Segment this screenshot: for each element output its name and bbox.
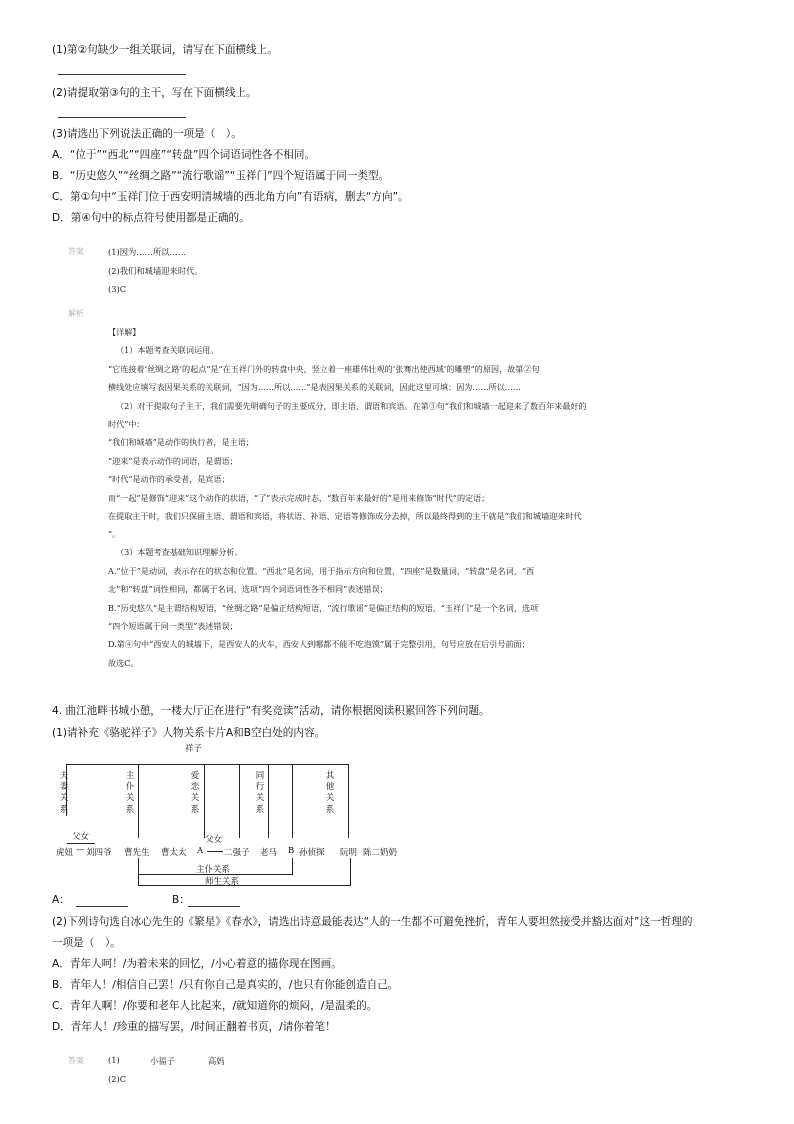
character-sun: 孙侦探	[299, 848, 325, 858]
q4-answer-1-num: (1)	[108, 1055, 120, 1065]
relation-label: 主仆关系	[125, 771, 135, 815]
q3-option-a: A．“位于”“西北”“四座”“转盘”四个词语词性各不相同。	[52, 149, 316, 161]
relation-label: 其他关系	[325, 771, 335, 815]
analysis-line: “时代”是动作的承受者，是宾语；	[108, 474, 230, 484]
blank-a-label: A：	[52, 894, 70, 906]
answer-blank-1[interactable]	[58, 74, 186, 75]
father-daughter-label: 父女	[205, 835, 223, 845]
analysis-line: 北”和“转盘”词性相同，都属于名词，选项“四个词语词性各不相同”表述错误；	[108, 584, 388, 594]
analysis-line: （1）本题考查关联词运用。	[116, 345, 219, 355]
analysis-label: 解析	[68, 309, 84, 318]
analysis-line: 而“一起”是修饰“迎来”这个动作的状语，“了”表示完成时态，“数百年来最好的”是用来修饰“时代”的定语；	[108, 493, 490, 503]
character-liu: 刘四爷	[86, 848, 112, 858]
q3-option-d: D．第④句中的标点符号使用都是正确的。	[52, 212, 250, 224]
blank-a-input[interactable]	[76, 906, 128, 907]
character-cao: 曹先生	[124, 848, 150, 858]
character-chen: 陈二奶奶	[363, 848, 398, 858]
blank-b-marker: B	[288, 846, 295, 856]
analysis-line: D.第④句中“西安人的城墙下，是西安人的火车，西安人到哪都不能不吃泡馍”属于完整引用，句号应放在后引号前面；	[108, 639, 530, 649]
analysis-line: ”。	[108, 529, 121, 539]
q3-option-c: C．第①句中“玉祥门位于西安明清城墙的西北角方向”有语病，删去“方向”。	[52, 191, 409, 203]
q3-part3: (3)请选出下列说法正确的一项是（ ）。	[52, 128, 242, 140]
blank-b-input[interactable]	[188, 906, 240, 907]
q4-option-b: B．青年人！/相信自己罢！/只有你自己是真实的，/也只有你能创造自己。	[52, 979, 399, 991]
answer-label: 答案	[68, 247, 84, 256]
blank-a-marker: A	[197, 846, 204, 856]
relation-label: 师生关系	[205, 877, 240, 887]
analysis-line: A.“位于”是动词，表示存在的状态和位置。“西北”是名词，用于指示方向和位置，“四座”是数量词，“转盘”是名词，“西	[108, 566, 535, 576]
character-cao-tai: 曹太太	[161, 848, 187, 858]
analysis-line: “四个短语属于同一类型”表述错误；	[108, 621, 238, 631]
relation-label: 夫妻关系	[59, 771, 69, 815]
relation-label: 主仆关系	[196, 865, 231, 875]
analysis-line: “迎来”是表示动作的词语，是谓语；	[108, 456, 238, 466]
character-er: 二强子	[224, 848, 250, 858]
analysis-line: 横线处应填写表因果关系的关联词，“因为……所以……”是表因果关系的关联词，因此这里可填：因为……所以……	[108, 382, 521, 392]
relation-label: 同行关系	[255, 771, 265, 815]
q4-part2-cont: 一项是（ ）。	[52, 937, 121, 949]
q4-option-c: C．青年人啊！/你要和老年人比起来，/就知道你的烦闷，/是温柔的。	[52, 1000, 378, 1012]
blank-b-label: B：	[172, 894, 190, 906]
q4-option-a: A．青年人呵！/为着未来的回忆，/小心着意的描你现在图画。	[52, 958, 342, 970]
q4-answer-2: (2)C	[108, 1074, 127, 1084]
q4-part2: (2)下列诗句选自冰心先生的《繁星》《春水》，请选出诗意最能表达“人的一生都不可避免挫折，青年人要坦然接受并豁达面对”这一哲理的	[52, 916, 693, 928]
character-laoma: 老马	[260, 848, 278, 858]
analysis-line: （2）对于提取句子主干，我们需要先明确句子的主要成分，即主语、谓语和宾语。在第③句“我们和城墙一起迎来了数百年来最好的	[116, 401, 587, 411]
q3-part1: (1)第②句缺少一组关联词，请写在下面横线上。	[52, 44, 278, 56]
answer-label: 答案	[68, 1056, 84, 1065]
relation-label: 爱恋关系	[190, 771, 200, 815]
q3-option-b: B．“历史悠久”“丝绸之路”“流行歌谣”“玉祥门”四个短语属于同一类型。	[52, 170, 390, 182]
answer-blank-2[interactable]	[58, 117, 186, 118]
q3-answer-1: (1)因为……所以……	[108, 247, 187, 257]
analysis-line: “它连接着‘丝绸之路’的起点”是“在玉祥门外的转盘中央，竖立着一座雄伟壮观的‘张骞出使西域’的雕塑”的原因，故第②句	[108, 364, 540, 374]
q3-answer-2: (2)我们和城墙迎来时代。	[108, 266, 203, 276]
q4-intro: 4. 曲江池畔书城小憩，一楼大厅正在进行“有奖竞读”活动，请你根据阅读积累回答下列问题。	[52, 705, 490, 717]
q4-part1: (1)请补充《骆驼祥子》人物关系卡片A和B空白处的内容。	[52, 727, 326, 739]
q4-option-d: D．青年人！/珍重的描写罢，/时间正翻着书页，/请你着笔！	[52, 1021, 336, 1033]
analysis-line: （3）本题考查基础知识理解分析。	[116, 547, 243, 557]
father-daughter-label: 父女	[72, 832, 90, 842]
analysis-line: 时代”中：	[108, 419, 145, 429]
analysis-line: 【详解】	[108, 327, 141, 337]
analysis-line: B.“历史悠久”是主谓结构短语，“丝绸之路”是偏正结构短语，“流行歌谣”是偏正结构的短语，“玉祥门”是一个名词，选项	[108, 603, 539, 613]
diagram-top-line	[66, 764, 348, 765]
q3-part2: (2)请提取第③句的主干，写在下面横线上。	[52, 87, 257, 99]
q4-answer-a: 小福子	[150, 1056, 175, 1066]
analysis-line: 故选C。	[108, 658, 139, 668]
diagram-top-label: 祥子	[185, 744, 203, 754]
analysis-line: “我们和城墙”是动作的执行者，是主语；	[108, 437, 254, 447]
character-hu: 虎妞	[56, 848, 74, 858]
character-ruan: 阮明	[340, 848, 358, 858]
analysis-line: 在提取主干时，我们只保留主语、谓语和宾语，将状语、补语、定语等修饰成分去掉，所以最终得到的主干就是“我们和城墙迎来时代	[108, 511, 582, 521]
q4-answer-b: 高妈	[208, 1056, 225, 1066]
q3-answer-3: (3)C	[108, 284, 127, 294]
